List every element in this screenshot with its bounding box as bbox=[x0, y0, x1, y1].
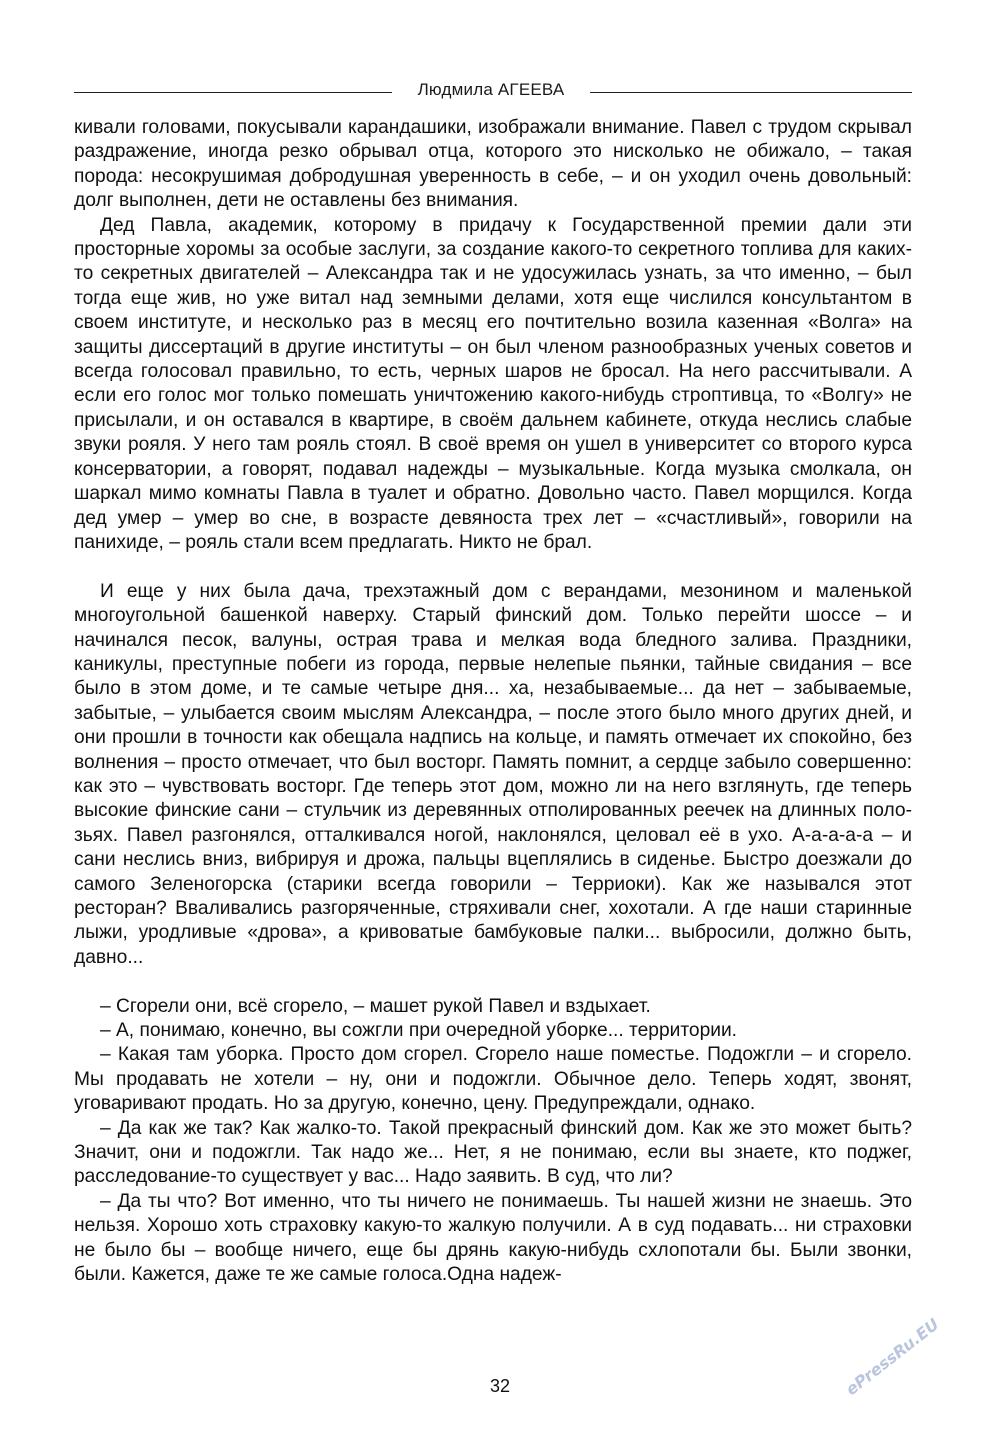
author-name: Людмила АГЕЕВА bbox=[417, 80, 565, 99]
dialogue-line-3: – Какая там уборка. Просто дом сгорел. Сгорело наше поместье. Подожгли – и сгорело. Мы продавать не хотели – ну, они и подожгли. Обычное дело. Теперь ходят, звонят, уговаривают продать. Но за другую, конечно, цену. Предупреждали, однако. bbox=[74, 1044, 912, 1115]
paragraph-3: И еще у них была дача, трехэтажный дом с верандами, мезонином и маленькой многоугольной башенкой наверху. Старый финский дом. Только перейти шоссе – и начинался песок, валуны, острая трава и мелкая вода бледного залива. Праздники, каникулы, преступные побеги из города, первые нелепые пьянки, тайные свидания – все было в этом доме, и те самые четыре дня... ха, незабываемые... да нет – забываемые, забытые, – улыбается своим мыслям Александра, – после этого было много других дней, и они прошли в точности как обещала надпись на кольце, и память отмечает их спокойно, без волнения – просто отмечает, что был восторг. Память помнит, а сердце забыло совершенно: как это – чувствовать восторг. Где теперь этот дом, можно ли на него взглянуть, где теперь высокие финские сани – стульчик из деревянных отполированных реечек на длинных полозьях. Павел разгонялся, отталкивался ногой, наклонялся, целовал её в ухо. А-а-а-а-а – и сани неслись вниз, вибрируя и дрожа, пальцы вцеплялись в сиденье. Быстро доезжали до самого Зеленогорска (старики всегда говорили – Терриоки). Как же назывался этот ресторан? Вваливались разгоряченные, стряхивали снег, хохотали. А где наши старинные лыжи, уродливые «дрова», а кривоватые бамбуковые палки... выбросили, должно быть, давно... bbox=[74, 580, 912, 968]
paragraph-2: Дед Павла, академик, которому в придачу к Государственной премии дали эти просторные хоромы за особые заслуги, за создание какого-то секретного топлива для каких-то секретных двигателей – Александра так и не удосужилась узнать, за что именно, – был тогда еще жив, но уже витал над земными делами, хотя еще числился консультантом в своем институте, и несколько раз в месяц его почтительно возила казенная «Волга» на защиты диссертаций в другие институты – он был членом разнообразных ученых советов и всегда голосовал правильно, то есть, черных шаров не бросал. На него рассчитывали. А если его голос мог только помешать уничтожению какого-нибудь строптивца, то «Волгу» не присылали, и он оставался в квартире, в своём дальнем кабинете, откуда неслись слабые звуки рояля. У него там рояль стоял. В своё время он ушел в университет со второго курса консерватории, а говорят, подавал надежды – музыкальные. Когда музыка смолкала, он шаркал мимо комнаты Павла в туалет и обратно. Довольно часто. Павел морщился. Когда дед умер – умер во сне, в возрасте девяноста трех лет – «счастливый», говорили на панихиде, – рояль стали всем предлагать. Никто не брал. bbox=[74, 214, 912, 553]
running-head bbox=[74, 78, 912, 108]
watermark-text: ePressRu.EU bbox=[842, 1314, 943, 1399]
dialogue-line-5: – Да ты что? Вот именно, что ты ничего не понимаешь. Ты нашей жизни не знаешь. Это нельзя. Хорошо хоть страховку какую-то жалкую получили. А в суд подавать... ни страховки не было бы – вообще ничего, еще бы дрянь какую-нибудь схлопотали бы. Были звонки, были. Кажется, даже те же самые голоса.Одна надеж- bbox=[74, 1190, 912, 1286]
page-number: 32 bbox=[489, 1376, 511, 1396]
paragraph-1: кивали головами, покусывали карандашики, изображали внимание. Павел с трудом скрывал раздражение, иногда резко обрывал отца, которого это нисколько не обижало, – такая порода: несокрушимая добродушная уверенность в себе, – и он уходил очень довольный: долг выполнен, дети не оставлены без внимания. bbox=[74, 117, 912, 212]
article-body bbox=[74, 116, 912, 1287]
header-rule-right bbox=[590, 92, 912, 93]
dialogue-line-2: – А, понимаю, конечно, вы сожгли при очередной уборке... территории. bbox=[100, 1020, 738, 1041]
watermark bbox=[842, 1314, 992, 1448]
header-rule-left bbox=[74, 92, 392, 93]
dialogue-line-1: – Сгорели они, всё сгорело, – машет рукой Павел и вздыхает. bbox=[100, 995, 651, 1017]
dialogue-line-4: – Да как же так? Как жалко-то. Такой прекрасный финский дом. Как же это может быть? Значит, они и подожгли. Так надо же... Нет, я не понимаю, если вы знаете, кто поджег, расследование-то существует у вас... Надо заявить. В суд, что ли? bbox=[74, 1117, 912, 1188]
